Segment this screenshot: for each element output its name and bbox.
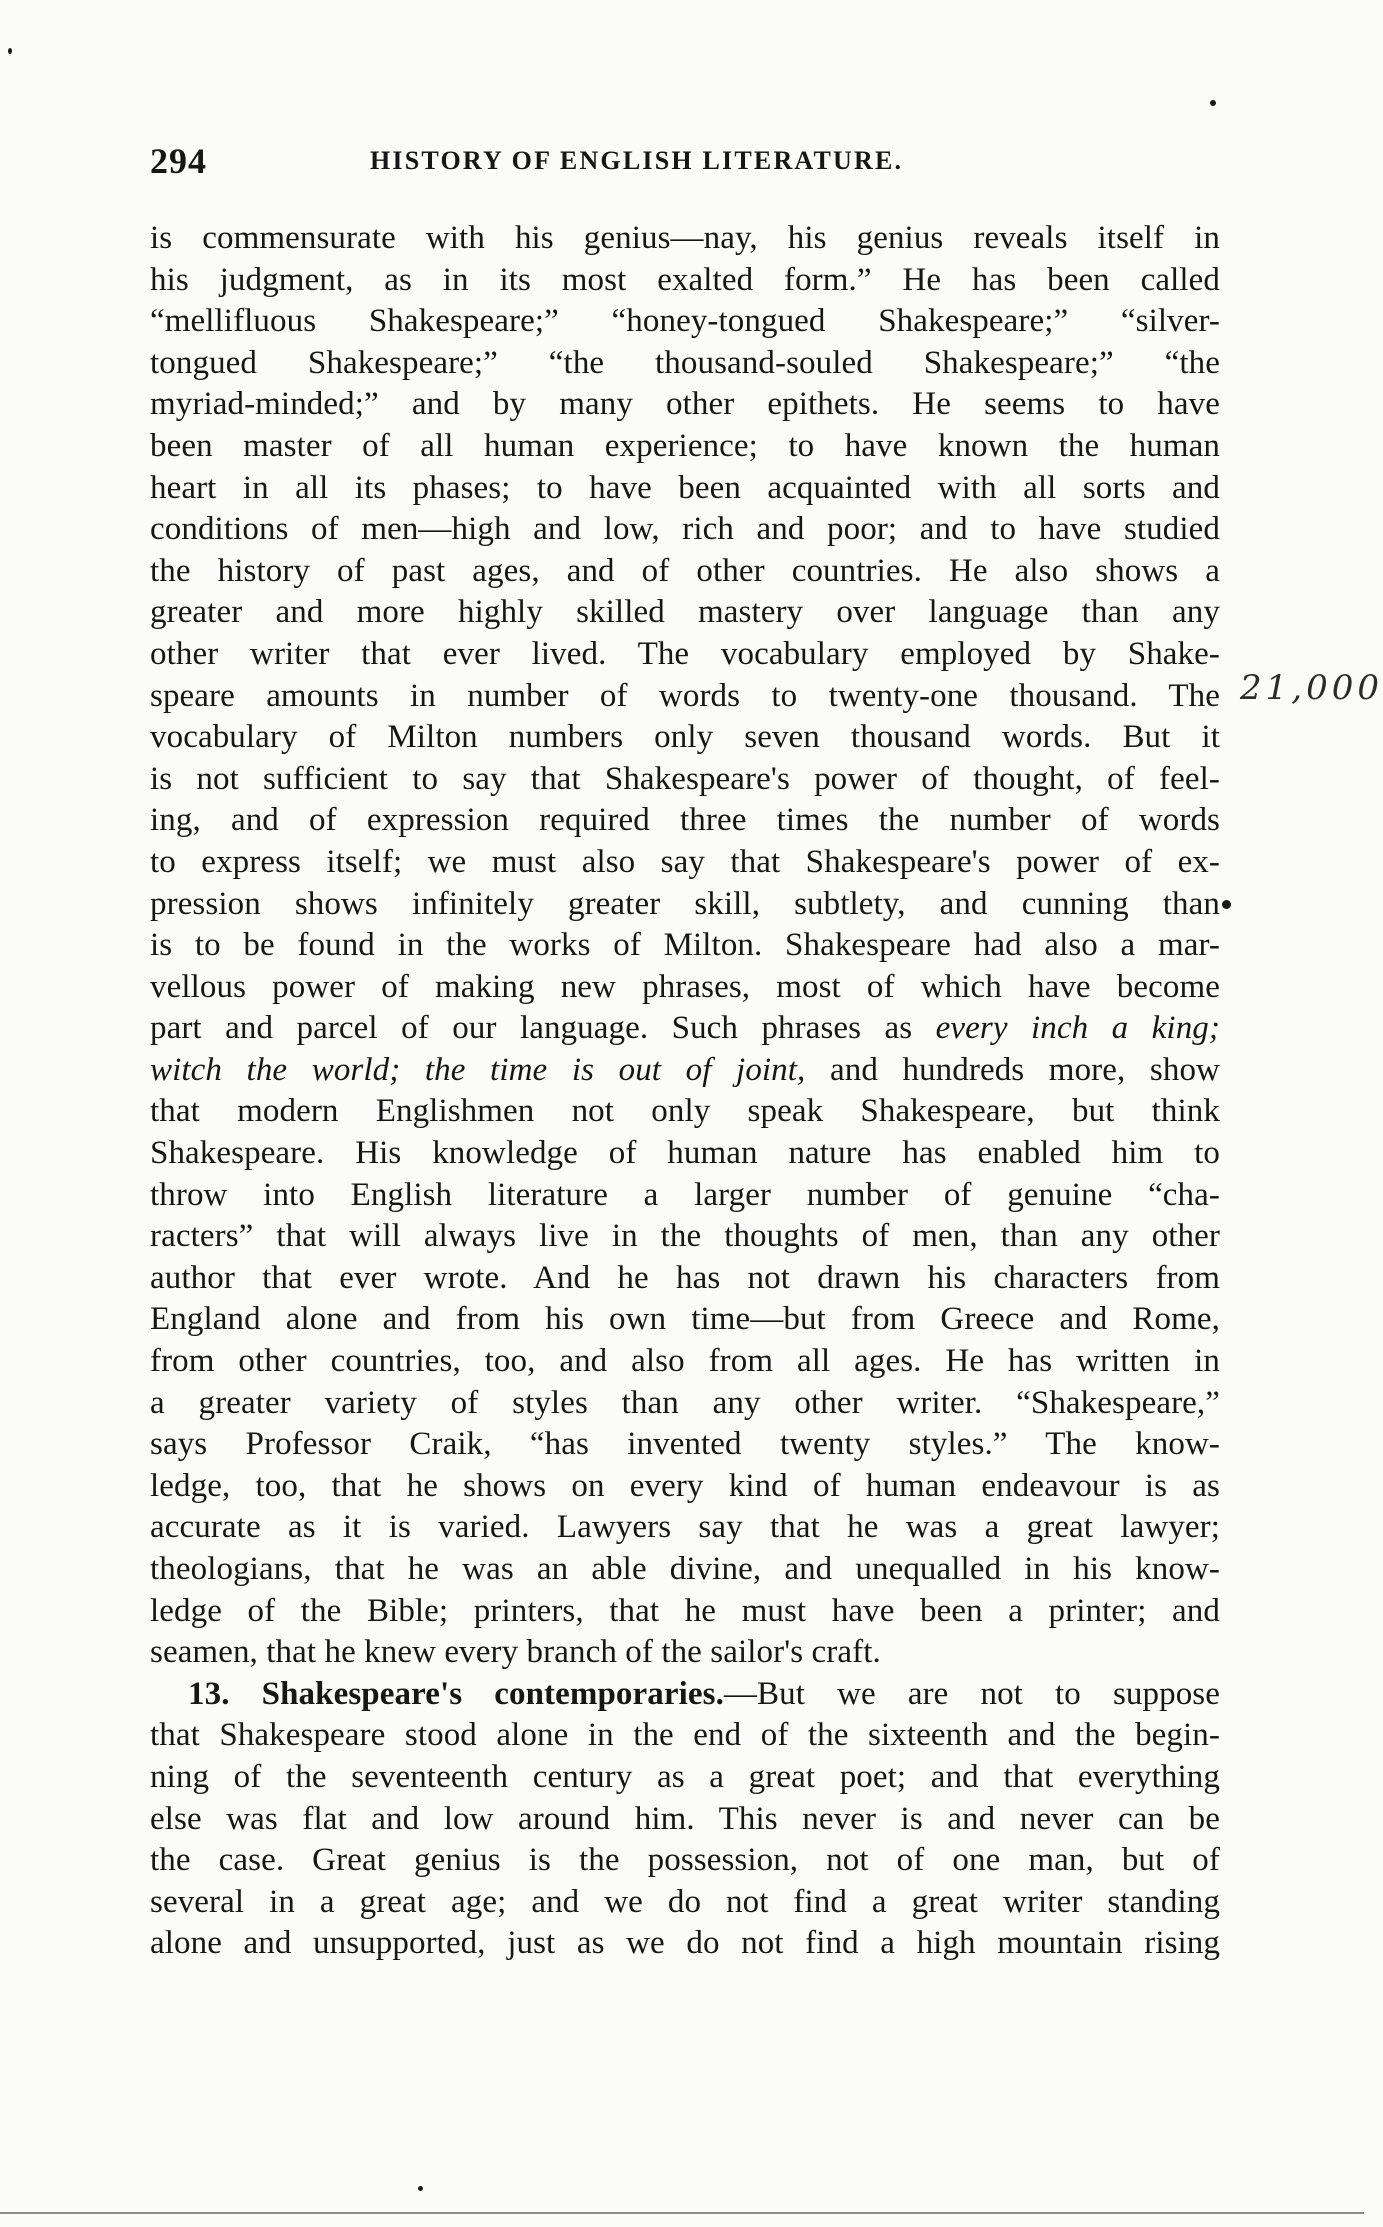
text-line: from other countries, too, and also from all ages. He has written in — [150, 1343, 1220, 1380]
body-text — [150, 218, 1220, 1965]
text-line: author that ever wrote. And he has not drawn his characters from — [150, 1259, 1220, 1296]
text-line: is to be found in the works of Milton. Shakespeare had also a mar- — [150, 927, 1220, 964]
text-line: ning of the seventeenth century as a great poet; and that everything — [150, 1758, 1220, 1795]
text-line: accurate as it is varied. Lawyers say that he was a great lawyer; — [150, 1509, 1220, 1546]
text-line: greater and more highly skilled mastery over language than any — [150, 594, 1220, 631]
text-run: and hundreds more, show — [829, 1051, 1220, 1088]
text-line-mixed — [150, 1050, 1220, 1092]
text-line: that Shakespeare stood alone in the end of the sixteenth and the begin- — [150, 1717, 1220, 1754]
text-line: is not sufficient to say that Shakespeare's power of thought, of feel- — [150, 760, 1220, 797]
text-line: ing, and of expression required three times the number of words — [150, 802, 1220, 839]
section-heading: 13. Shakespeare's contemporaries. — [188, 1675, 724, 1712]
text-line: England alone and from his own time—but from Greece and Rome, — [150, 1301, 1220, 1338]
text-line: the history of past ages, and of other countries. He also shows a — [150, 552, 1220, 589]
text-run: part and parcel of our language. Such phrases as — [150, 1010, 913, 1047]
ink-speck — [418, 2186, 423, 2191]
page-edge-rule — [0, 2212, 1364, 2214]
text-line: seamen, that he knew every branch of the sailor's craft. — [150, 1634, 881, 1671]
text-line: Shakespeare. His knowledge of human nature has enabled him to — [150, 1135, 1220, 1172]
handwritten-margin-note: 21,000 — [1240, 668, 1383, 708]
text-line: other writer that ever lived. The vocabulary employed by Shake- — [150, 635, 1220, 672]
text-run: —But we are not to suppose — [723, 1675, 1220, 1712]
ink-speck — [1210, 100, 1216, 106]
text-line: theologians, that he was an able divine, and unequalled in his know- — [150, 1551, 1220, 1587]
text-line: been master of all human experience; to have known the human — [150, 427, 1220, 464]
text-line: that modern Englishmen not only speak Shakespeare, but think — [150, 1093, 1220, 1130]
text-line: racters” that will always live in the thoughts of men, than any other — [150, 1218, 1220, 1255]
text-line: speare amounts in number of words to twenty-one thousand. The — [150, 677, 1220, 714]
text-line: else was flat and low around him. This never is and never can be — [150, 1800, 1220, 1837]
text-line: several in a great age; and we do not find a great writer standing — [150, 1883, 1220, 1920]
text-line: vocabulary of Milton numbers only seven thousand words. But it — [150, 719, 1220, 756]
text-line: conditions of men—high and low, rich and poor; and to have studied — [150, 511, 1220, 548]
ink-speck — [8, 48, 12, 54]
text-line: ledge of the Bible; printers, that he must have been a printer; and — [150, 1592, 1220, 1629]
text-line: vellous power of making new phrases, most of which have become — [150, 968, 1220, 1005]
text-line: the case. Great genius is the possession, not of one man, but of — [150, 1842, 1220, 1879]
text-line: myriad-minded;” and by many other epithets. He seems to have — [150, 386, 1220, 423]
running-title: HISTORY OF ENGLISH LITERATURE. — [370, 146, 904, 175]
text-line: his judgment, as in its most exalted form.” He has been called — [150, 261, 1220, 298]
text-line: a greater variety of styles than any other writer. “Shakespeare,” — [150, 1384, 1220, 1421]
text-line: throw into English literature a larger number of genuine “cha- — [150, 1176, 1220, 1213]
text-line: alone and unsupported, just as we do not find a high mountain rising — [150, 1925, 1220, 1962]
italic-phrase: every inch a king; — [935, 1010, 1220, 1047]
text-line: “mellifluous Shakespeare;” “honey-tongued Shakespeare;” “silver- — [150, 303, 1220, 340]
text-line: heart in all its phases; to have been acquainted with all sorts and — [150, 469, 1220, 506]
text-line: to express itself; we must also say that Shakespeare's power of ex- — [150, 843, 1220, 880]
text-line: pression shows infinitely greater skill, subtlety, and cunning than — [150, 885, 1220, 922]
text-line: says Professor Craik, “has invented twenty styles.” The know- — [150, 1426, 1220, 1463]
text-line: is commensurate with his genius—nay, his genius reveals itself in — [150, 220, 1220, 256]
page-number: 294 — [150, 141, 207, 181]
text-line: tongued Shakespeare;” “the thousand-souled Shakespeare;” “the — [150, 344, 1220, 381]
section-heading-line — [150, 1674, 1220, 1716]
text-line-mixed — [150, 1008, 1220, 1050]
ink-speck — [1222, 900, 1231, 909]
italic-phrase: witch the world; the time is out of joint, — [150, 1051, 806, 1088]
text-line: ledge, too, that he shows on every kind of human endeavour is as — [150, 1467, 1220, 1504]
page-header — [150, 140, 1230, 190]
